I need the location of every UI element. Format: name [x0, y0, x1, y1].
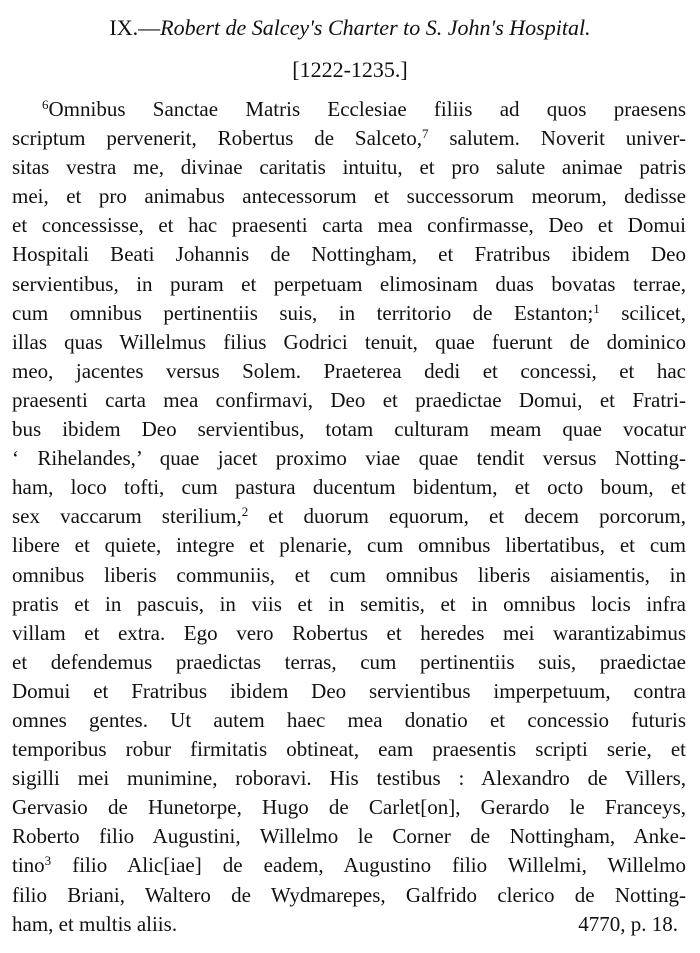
line-text: scriptum pervenerit, Robertus de Salceto, [12, 126, 422, 151]
line-text: ‘ Rihelandes,’ quae jacet proximo viae quae tendit versus Notting- [12, 446, 686, 471]
text-line [12, 764, 686, 793]
line-text: Domui et Fratribus ibidem Deo servientibus imperpetuum, contra [12, 678, 686, 703]
line-text: Roberto filio Augustini, Willelmo le Corner de Nottingham, Anke- [12, 824, 686, 849]
text-line [12, 270, 686, 299]
text-line [12, 240, 686, 269]
line-text: meo, jacentes versus Solem. Praeterea dedi et concessi, et hac [12, 358, 686, 383]
footnote-marker: 3 [44, 853, 52, 869]
charter-title: Robert de Salcey's Charter to S. John's Hospital. [160, 15, 591, 40]
line-text-continued: scilicet, [599, 300, 686, 325]
line-text: tino [12, 853, 45, 878]
line-text: praesenti carta mea confirmavi, Deo et praedictae Domui, et Fratri- [12, 387, 686, 412]
text-line [12, 153, 686, 182]
line-text: Gervasio de Hunetorpe, Hugo de Carlet[on], Gerardo le Franceys, [12, 795, 686, 820]
text-line [12, 182, 686, 211]
text-line [12, 706, 686, 735]
line-text: illas quas Willelmus filius Godrici tenuit, quae fuerunt de dominico [12, 329, 686, 354]
text-line [12, 502, 686, 531]
text-line [12, 648, 686, 677]
text-line [12, 357, 686, 386]
line-text: sex vaccarum sterilium, [12, 504, 242, 529]
footnote-marker: 6 [42, 97, 49, 112]
line-text: pratis et in pascuis, in viis et in semitis, et in omnibus locis infra [12, 591, 686, 616]
charter-number: IX.— [109, 15, 161, 40]
text-line [12, 211, 686, 240]
line-text: servientibus, in puram et perpetuam elimosinam duas bovatas terrae, [12, 271, 686, 296]
line-text: libere et quiete, integre et plenarie, cum omnibus libertatibus, et cum [12, 533, 686, 558]
line-text-continued: salutem. Noverit univer- [428, 126, 687, 151]
text-line [12, 299, 686, 328]
line-text: filio Briani, Waltero de Wydmarepes, Galfrido clerico de Notting- [12, 882, 686, 907]
closing-words: ham, et multis aliis. [12, 911, 178, 936]
footnote-marker: 2 [241, 504, 249, 520]
text-line [12, 561, 686, 590]
line-text: bus ibidem Deo servientibus, totam culturam meam quae vocatur [12, 417, 686, 442]
line-text: villam et extra. Ego vero Robertus et heredes mei warantizabimus [12, 620, 686, 645]
line-text: sigilli mei munimine, roboravi. His testibus : Alexandro de Villers, [12, 766, 686, 791]
line-text: omnes gentes. Ut autem haec mea donatio et concessio futuris [12, 707, 686, 732]
charter-final-line [12, 910, 686, 939]
text-line [12, 735, 686, 764]
line-text: temporibus robur firmitatis obtineat, eam praesentis scripti serie, et [12, 737, 686, 762]
text-line [12, 851, 686, 880]
line-text: et concessisse, et hac praesenti carta mea confirmasse, Deo et Domui [12, 213, 686, 238]
line-text: omnibus liberis communiis, et cum omnibus liberis aisiamentis, in [12, 562, 686, 587]
charter-date: [1222-1235.] [292, 57, 408, 82]
text-line [12, 881, 686, 910]
line-text: ham, loco tofti, cum pastura ducentum bidentum, et octo boum, et [12, 475, 686, 500]
line-text: Omnibus Sanctae Matris Ecclesiae filiis ad quos praesens [48, 97, 686, 121]
text-line [12, 386, 686, 415]
line-text: et defendemus praedictas terras, cum pertinentiis suis, praedictae [12, 649, 686, 674]
text-line [12, 328, 686, 357]
line-text: sitas vestra me, divinae caritatis intuitu, et pro salute animae patris [12, 155, 686, 180]
charter-text [12, 95, 686, 939]
text-line [12, 793, 686, 822]
source-reference: 4770, p. 18. [578, 911, 678, 936]
text-line [12, 590, 686, 619]
text-line [12, 619, 686, 648]
footnote-marker: 1 [593, 300, 600, 316]
text-line [12, 415, 686, 444]
text-line [12, 677, 686, 706]
line-text-continued: filio Alic[iae] de eadem, Augustino filio Willelmi, Willelmo [51, 853, 686, 878]
text-line [12, 473, 686, 502]
text-line [12, 444, 686, 473]
line-text-continued: et duorum equorum, et decem porcorum, [248, 504, 686, 529]
text-line [12, 124, 686, 153]
text-line [12, 95, 686, 124]
line-text: Hospitali Beati Johannis de Nottingham, et Fratribus ibidem Deo [12, 242, 686, 267]
charter-heading [0, 14, 700, 42]
text-line [12, 822, 686, 851]
line-text: cum omnibus pertinentiis suis, in territorio de Estanton; [12, 300, 594, 325]
text-line [12, 531, 686, 560]
footnote-marker: 7 [422, 126, 429, 142]
line-text: mei, et pro animabus antecessorum et successorum meorum, dedisse [12, 184, 686, 209]
